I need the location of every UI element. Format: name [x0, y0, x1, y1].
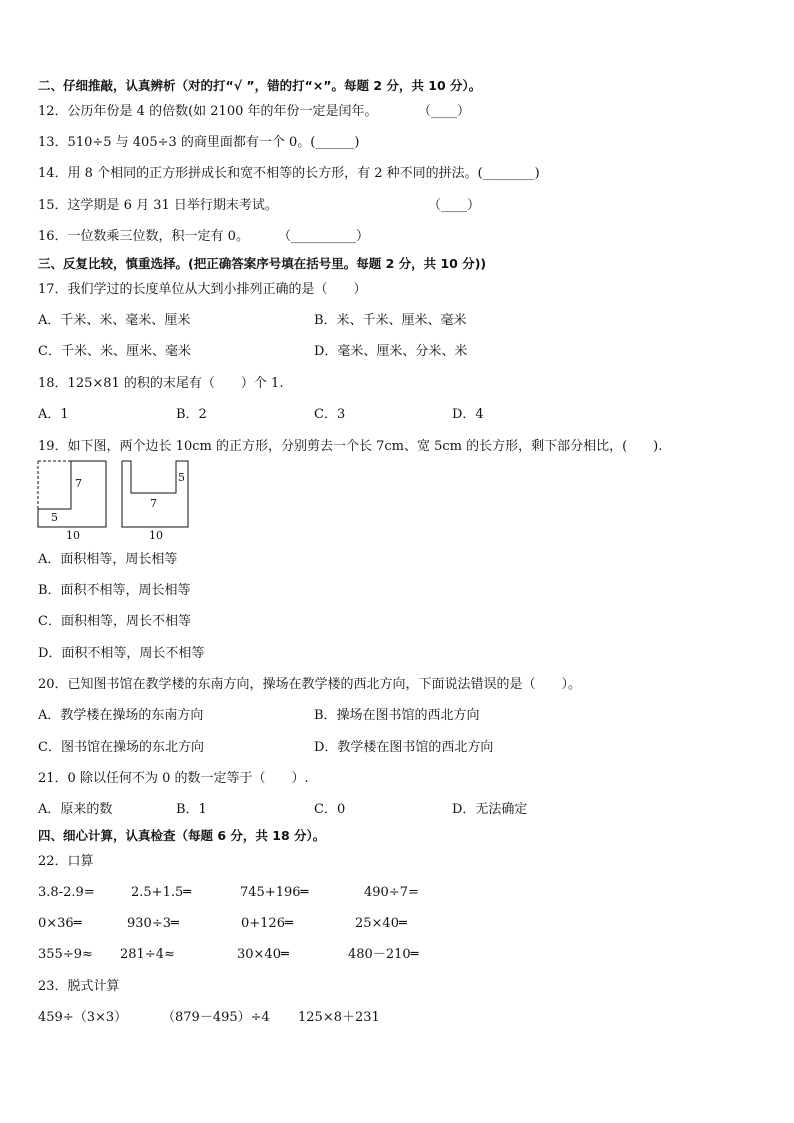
- oral-calc-r2-c4: 25×40═: [355, 916, 407, 931]
- q18-option-b[interactable]: B．2: [176, 407, 207, 422]
- q20-option-c[interactable]: C．图书馆在操场的东北方向: [38, 740, 204, 755]
- left-label-10: 10: [66, 529, 80, 542]
- question-14: 14．用 8 个相同的正方形拼成长和宽不相等的长方形，有 2 种不同的拼法。(________): [38, 166, 540, 181]
- q18-option-d[interactable]: D．4: [452, 407, 484, 422]
- oral-calc-r2-c2: 930÷3═: [127, 916, 179, 931]
- question-21-stem: 21．0 除以任何不为 0 的数一定等于（ ）.: [38, 771, 309, 786]
- step-calc-1: 459÷（3×3）: [38, 1010, 128, 1025]
- q19-option-d[interactable]: D．面积不相等，周长不相等: [38, 646, 205, 661]
- q17-option-d[interactable]: D．毫米、厘米、分米、米: [314, 344, 468, 359]
- question-19-stem: 19．如下图，两个边长 10cm 的正方形，分别剪去一个长 7cm、宽 5cm 的长方形，剩下部分相比，( ).: [38, 439, 663, 454]
- question-text: 12．公历年份是 4 的倍数(如 2100 年的年份一定是闰年。: [38, 104, 378, 119]
- question-13: 13．510÷5 与 405÷3 的商里面都有一个 0。(______): [38, 135, 360, 150]
- right-label-7: 7: [150, 497, 157, 510]
- right-label-10: 10: [149, 529, 163, 542]
- q20-option-d[interactable]: D．教学楼在图书馆的西北方向: [314, 740, 494, 755]
- oral-calc-r2-c3: 0+126═: [241, 916, 293, 931]
- question-text: 16．一位数乘三位数，积一定有 0。: [38, 229, 249, 244]
- question-16: [38, 229, 249, 245]
- left-square-figure: [38, 461, 106, 542]
- question-17-stem: 17．我们学过的长度单位从大到小排列正确的是（ ）: [38, 282, 367, 297]
- oral-calc-r3-c1: 355÷9≈: [38, 947, 93, 962]
- left-label-7: 7: [75, 477, 82, 490]
- q19-figure: [36, 459, 196, 543]
- q18-option-a[interactable]: A．1: [38, 407, 69, 422]
- oral-calc-r1-c1: 3.8-2.9=: [38, 885, 95, 900]
- oral-calc-r3-c3: 30×40═: [237, 947, 289, 962]
- answer-paren-12[interactable]: （____）: [418, 104, 471, 119]
- right-square-figure: [122, 461, 188, 542]
- q17-option-c[interactable]: C．千米、米、厘米、毫米: [38, 344, 191, 359]
- q20-option-a[interactable]: A．教学楼在操场的东南方向: [38, 708, 204, 723]
- section2-title: 二、仔细推敲，认真辨析（对的打“√ ”，错的打“×”。每题 2 分，共 10 分）。: [38, 78, 482, 93]
- oral-calc-r3-c4: 480－210═: [348, 947, 419, 962]
- question-15: 15．这学期是 6 月 31 日举行期末考试。: [38, 198, 278, 213]
- q17-option-b[interactable]: B．米、千米、厘米、毫米: [314, 313, 467, 328]
- oral-calc-r3-c2: 281÷4≈: [120, 947, 175, 962]
- section4-title: 四、细心计算，认真检查（每题 6 分，共 18 分）。: [38, 828, 326, 843]
- left-label-5: 5: [51, 511, 58, 524]
- q20-option-b[interactable]: B．操场在图书馆的西北方向: [314, 708, 480, 723]
- oral-calc-r1-c2: 2.5+1.5═: [131, 885, 192, 900]
- q17-option-a[interactable]: A．千米、米、毫米、厘米: [38, 313, 191, 328]
- q19-option-b[interactable]: B．面积不相等，周长相等: [38, 583, 191, 598]
- question-22-stem: 22．口算: [38, 854, 94, 869]
- section3-title: 三、反复比较，慎重选择。(把正确答案序号填在括号里。每题 2 分，共 10 分)): [38, 256, 487, 271]
- answer-paren-15[interactable]: （____）: [428, 198, 481, 213]
- q19-option-a[interactable]: A．面积相等，周长相等: [38, 552, 178, 567]
- question-23-stem: 23．脱式计算: [38, 979, 120, 994]
- answer-paren-16[interactable]: （__________）: [278, 229, 370, 244]
- question-12: [38, 104, 378, 120]
- q21-option-b[interactable]: B．1: [176, 802, 207, 817]
- q18-option-c[interactable]: C．3: [314, 407, 346, 422]
- question-18-stem: 18．125×81 的积的末尾有（ ）个 1.: [38, 376, 284, 391]
- q21-option-d[interactable]: D．无法确定: [452, 802, 528, 817]
- q21-option-c[interactable]: C．0: [314, 802, 346, 817]
- q19-option-c[interactable]: C．面积相等，周长不相等: [38, 614, 191, 629]
- right-label-5: 5: [178, 471, 185, 484]
- oral-calc-r1-c3: 745+196═: [240, 885, 309, 900]
- question-20-stem: 20．已知图书馆在教学楼的东南方向，操场在教学楼的西北方向，下面说法错误的是（ ）。: [38, 677, 582, 692]
- q21-option-a[interactable]: A．原来的数: [38, 802, 113, 817]
- step-calc-3: 125×8＋231: [298, 1010, 380, 1025]
- step-calc-2: （879－495）÷4: [162, 1010, 270, 1025]
- oral-calc-r1-c4: 490÷7=: [364, 885, 419, 900]
- oral-calc-r2-c1: 0×36═: [38, 916, 82, 931]
